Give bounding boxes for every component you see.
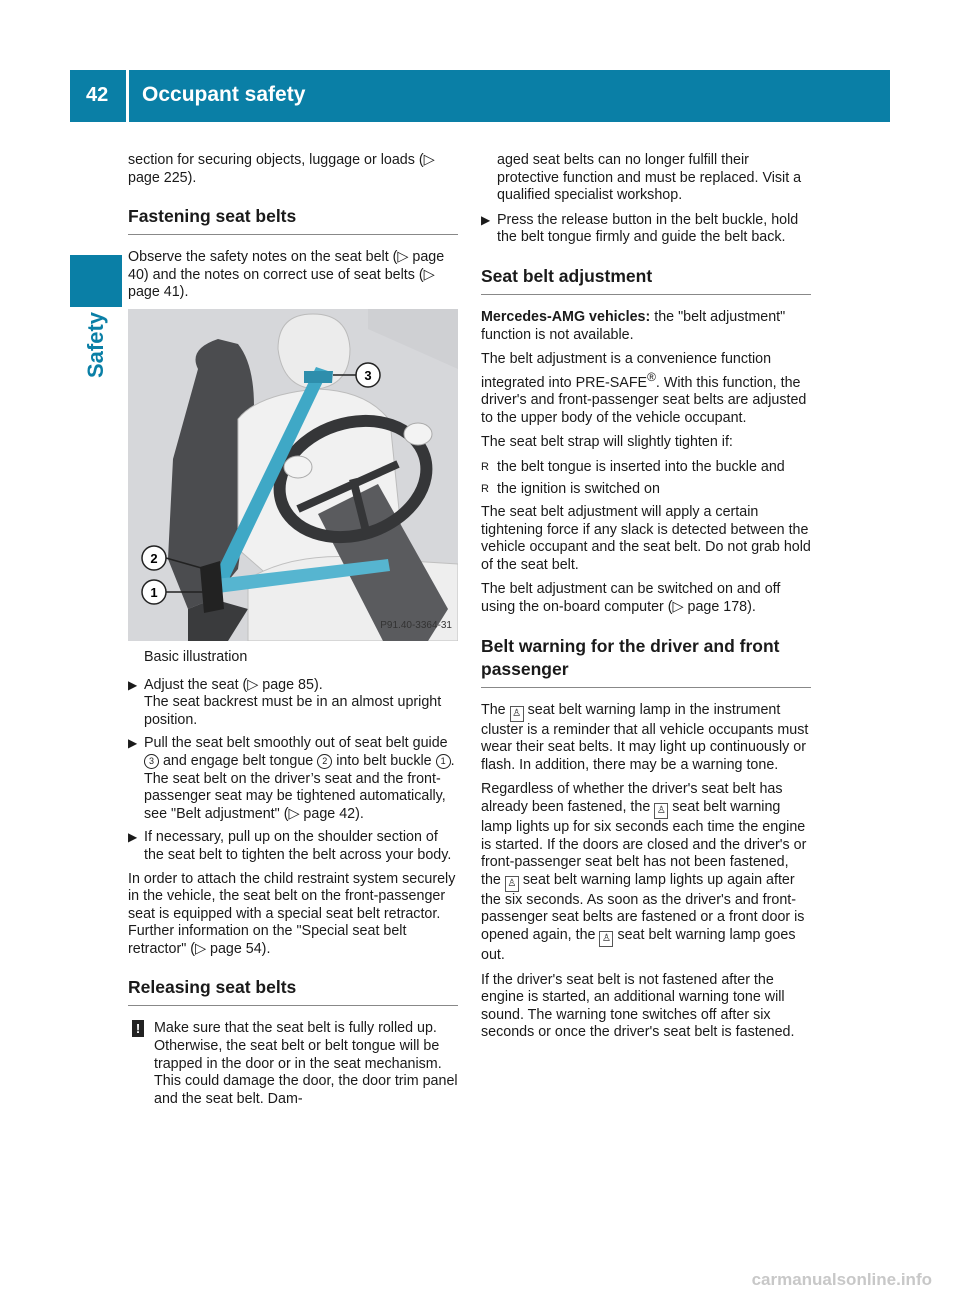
fastening-intro: Observe the safety notes on the seat belt (▷ page 40) and the notes on correct use of seat belts (▷ page 41).	[128, 249, 445, 301]
callout-1: 1	[150, 584, 158, 600]
intro-paragraph: section for securing objects, luggage or loads (▷ page 225).	[128, 152, 435, 186]
seat-belt-warning-lamp-icon: ♙	[505, 876, 519, 892]
seat-belt-warning-lamp-icon: ♙	[510, 706, 524, 722]
step-release-button: ▶ Press the release button in the belt buckle, hold the belt tongue firmly and guide the belt back.	[481, 211, 799, 246]
step-tighten-belt: ▶ If necessary, pull up on the shoulder section of the seat belt to tighten the belt across your body.	[128, 829, 452, 863]
right-column	[481, 152, 811, 1049]
amg-note: Mercedes-AMG vehicles: the "belt adjustment" function is not available.	[481, 308, 786, 343]
heading-releasing: Releasing seat belts	[128, 976, 458, 1006]
heading-fastening: Fastening seat belts	[128, 205, 458, 235]
step-arrow-icon: ▶	[128, 736, 138, 751]
step-arrow-icon: ▶	[128, 830, 138, 845]
warning-continuation: aged seat belts can no longer fulfill their protective function and must be replaced. Visit a qualified specialist workshop.	[497, 152, 802, 204]
callout-1-icon: 1	[436, 754, 451, 769]
child-restraint-note: In order to attach the child restraint system securely in the vehicle, the seat belt on the front-passenger seat is equipped with a special seat belt retractor. Further information on the "Special seat belt retractor" (▷ page 54).	[128, 870, 456, 957]
warning-lamp-behaviour-paragraph: Regardless of whether the driver's seat belt has already been fastened, the ♙ seat belt warning lamp lights up for six seconds each time the engine is started. If the doors are closed and the driver's or front-passenger seat belt has not been fastened, the ♙ seat belt warning lamp lights up again after the six seconds. As soon as the driver's and front-passenger seat belts are fastened or a front door is opened again, the ♙ seat belt warning lamp goes out.	[481, 781, 807, 963]
chapter-title: Occupant safety	[142, 83, 306, 106]
header-divider	[126, 70, 129, 122]
seat-belt-warning-lamp-icon: ♙	[654, 803, 668, 819]
tighten-conditions: The seat belt strap will slightly tighten if:	[481, 434, 733, 451]
section-tab-marker	[70, 255, 122, 307]
tightening-force-paragraph: The seat belt adjustment will apply a certain tightening force if any slack is detected between the vehicle occupant and the seat belt. Do not grab hold of the seat belt.	[481, 504, 811, 573]
heading-belt-warning: Belt warning for the driver and front passenger	[481, 635, 811, 688]
warning-tone-paragraph: If the driver's seat belt is not fastened after the engine is started, an additional warning tone will sound. The warning tone switches off after six seconds or once the driver's seat belt is fastened.	[481, 971, 795, 1041]
figure-caption: Basic illustration	[144, 648, 248, 665]
callout-2: 2	[150, 550, 158, 566]
seat-belt-illustration	[128, 309, 458, 641]
seat-belt-warning-lamp-icon: ♙	[599, 931, 613, 947]
page-header	[70, 70, 890, 122]
section-tab-label: Safety	[83, 311, 108, 379]
callout-3-icon: 3	[144, 754, 159, 769]
seat-belt-drawing	[128, 309, 458, 641]
list-item: R the belt tongue is inserted into the buckle and	[481, 458, 785, 475]
exclamation-icon: !	[132, 1020, 144, 1037]
list-item: R the ignition is switched on	[481, 481, 660, 498]
step-arrow-icon: ▶	[128, 677, 138, 692]
callout-3: 3	[364, 367, 372, 383]
watermark: carmanualsonline.info	[751, 1270, 932, 1289]
step-arrow-icon: ▶	[481, 212, 491, 227]
step-result: The seat belt on the driver’s seat and the front-passenger seat may be tightened automatically, see "Belt adjustment" (▷ page 42).	[144, 770, 446, 822]
step-adjust-seat: ▶ Adjust the seat (▷ page 85). The seat backrest must be in an almost upright position.	[128, 676, 442, 728]
bullet-icon: R	[481, 483, 489, 496]
material-damage-warning: ! Make sure that the seat belt is fully rolled up. Otherwise, the seat belt or belt tongue will be trapped in the door or in the seat mechanism. This could damage the door, the door trim panel and the seat belt. Dam-	[128, 1020, 458, 1108]
step-result: The seat backrest must be in an almost upright position.	[144, 694, 442, 728]
on-board-computer-paragraph: The belt adjustment can be switched on and off using the on-board computer (▷ page 178).	[481, 581, 781, 616]
bullet-icon: R	[481, 460, 489, 473]
left-column	[128, 152, 458, 1108]
heading-adjustment: Seat belt adjustment	[481, 265, 811, 295]
warning-lamp-paragraph: The ♙ seat belt warning lamp in the instrument cluster is a reminder that all vehicle occupants must wear their seat belts. It may light up continuously or flash. In addition, there may be a warning tone.	[481, 701, 809, 773]
adjustment-description: The belt adjustment is a convenience function integrated into PRE-SAFE®. With this function, the driver's and front-passenger seat belts are adjusted to the upper body of the vehicle occupant.	[481, 351, 807, 426]
figure-reference: P91.40-3364-31	[380, 620, 452, 632]
callout-2-icon: 2	[317, 754, 332, 769]
page-number: 42	[86, 84, 109, 106]
step-pull-belt: ▶ Pull the seat belt smoothly out of seat belt guide 3 and engage belt tongue 2 into belt buckle 1 . The seat belt on the driver’s seat and the front-passenger seat may be tightened automatically, see "Belt adjustment" (▷ page 42).	[128, 735, 455, 822]
